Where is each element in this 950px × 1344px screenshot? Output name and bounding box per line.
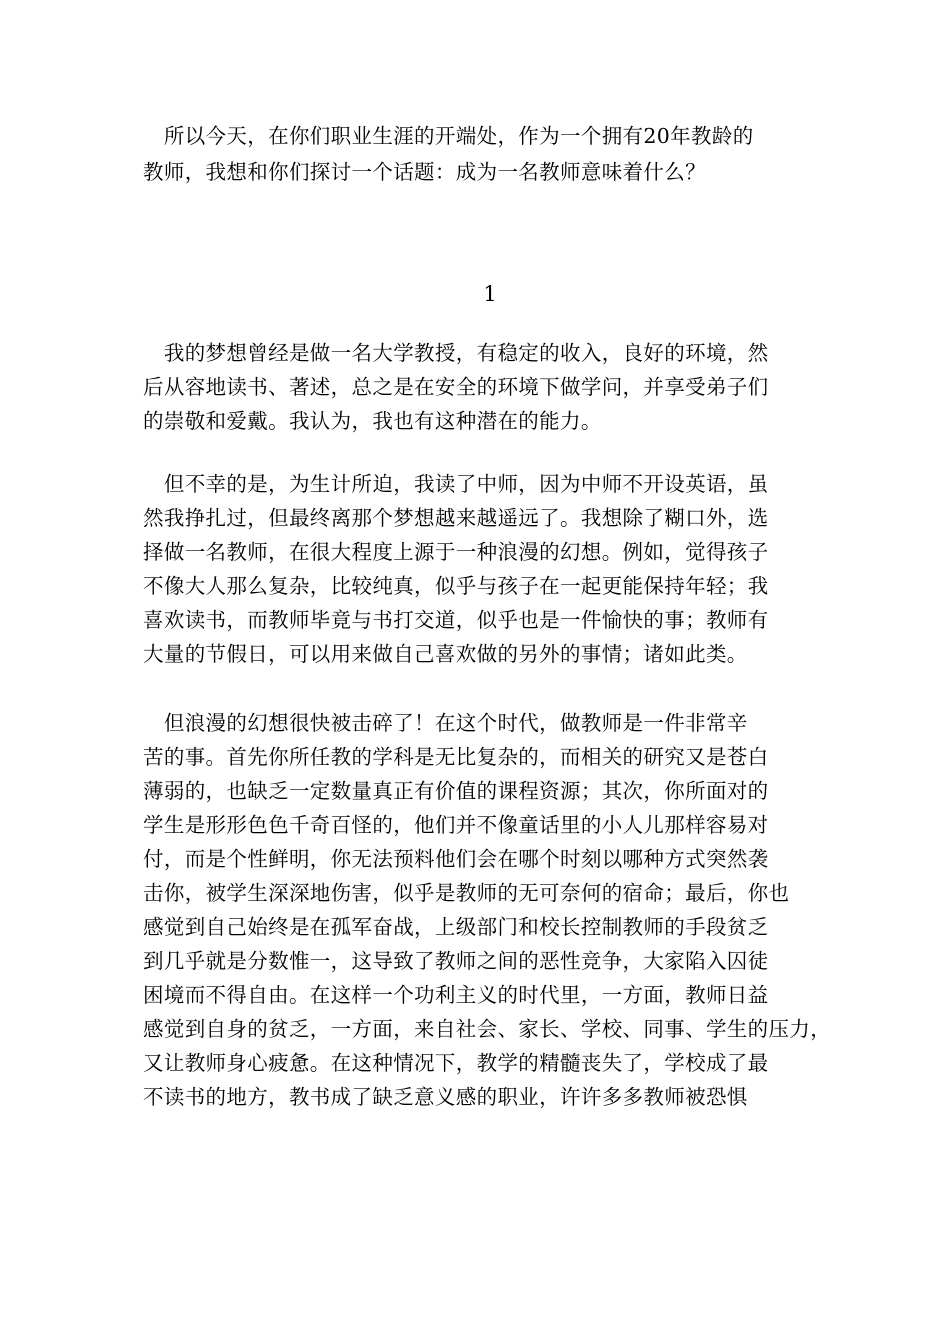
- paragraph-3-line-5: 付，而是个性鲜明，你无法预料他们会在哪个时刻以哪种方式突然袭: [143, 847, 769, 871]
- paragraph-3-line-7: 感觉到自己始终是在孤军奋战，上级部门和校长控制教师的手段贫乏: [143, 915, 769, 939]
- paragraph-2-line-6: 大量的节假日，可以用来做自己喜欢做的另外的事情；诸如此类。: [143, 642, 748, 666]
- paragraph-3-line-1: 但浪漫的幻想很快被击碎了！在这个时代，做教师是一件非常辛: [143, 711, 748, 735]
- intro-line-1: 所以今天，在你们职业生涯的开端处，作为一个拥有20年教龄的: [143, 124, 754, 148]
- paragraph-2-line-2: 然我挣扎过，但最终离那个梦想越来越遥远了。我想除了糊口外，选: [143, 506, 769, 530]
- paragraph-2-line-4: 不像大人那么复杂，比较纯真，似乎与孩子在一起更能保持年轻；我: [143, 574, 769, 598]
- paragraph-1-line-2: 后从容地读书、著述，总之是在安全的环境下做学问，并享受弟子们: [143, 375, 769, 399]
- paragraph-3-line-3: 薄弱的，也缺乏一定数量真正有价值的课程资源；其次，你所面对的: [143, 779, 769, 803]
- paragraph-2-line-5: 喜欢读书，而教师毕竟与书打交道，似乎也是一件愉快的事；教师有: [143, 608, 769, 632]
- paragraph-3-line-10: 感觉到自身的贫乏，一方面，来自社会、家长、学校、同事、学生的压力，: [143, 1017, 832, 1041]
- paragraph-3-line-11: 又让教师身心疲惫。在这种情况下，教学的精髓丧失了，学校成了最: [143, 1051, 769, 1075]
- paragraph-2-line-3: 择做一名教师，在很大程度上源于一种浪漫的幻想。例如，觉得孩子: [143, 540, 769, 564]
- section-number: 1: [483, 282, 497, 306]
- paragraph-3-line-2: 苦的事。首先你所任教的学科是无比复杂的，而相关的研究又是苍白: [143, 745, 769, 769]
- paragraph-3-line-6: 击你，被学生深深地伤害，似乎是教师的无可奈何的宿命；最后，你也: [143, 881, 790, 905]
- paragraph-3-line-9: 困境而不得自由。在这样一个功利主义的时代里，一方面，教师日益: [143, 983, 769, 1007]
- intro-line-2: 教师，我想和你们探讨一个话题：成为一名教师意味着什么？: [143, 160, 706, 184]
- paragraph-3-line-4: 学生是形形色色千奇百怪的，他们并不像童话里的小人儿那样容易对: [143, 813, 769, 837]
- paragraph-3-line-8: 到几乎就是分数惟一，这导致了教师之间的恶性竞争，大家陷入囚徒: [143, 949, 769, 973]
- paragraph-1-line-1: 我的梦想曾经是做一名大学教授，有稳定的收入，良好的环境，然: [143, 341, 769, 365]
- paragraph-2-line-1: 但不幸的是，为生计所迫，我读了中师，因为中师不开设英语，虽: [143, 472, 769, 496]
- paragraph-3-line-12: 不读书的地方，教书成了缺乏意义感的职业，许许多多教师被恐惧: [143, 1085, 748, 1109]
- paragraph-1-line-3: 的崇敬和爱戴。我认为，我也有这种潜在的能力。: [143, 409, 602, 433]
